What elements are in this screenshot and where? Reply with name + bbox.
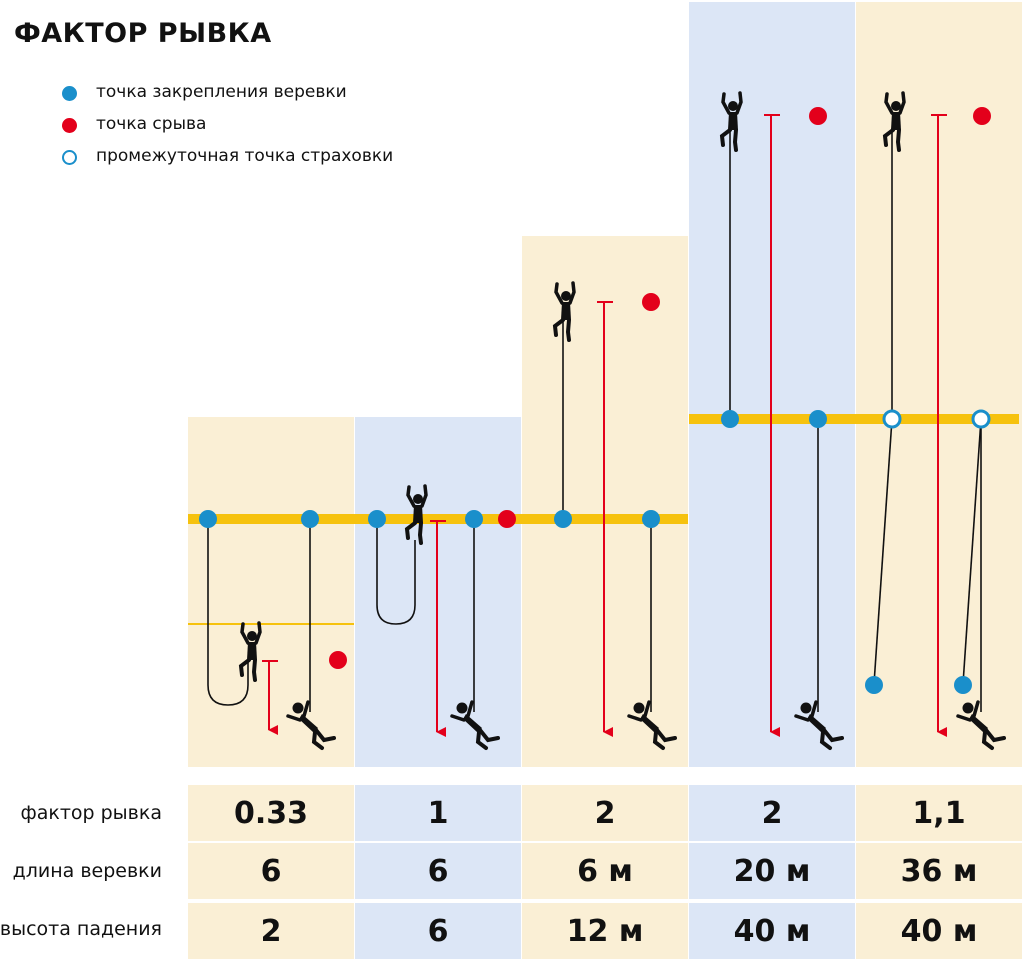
table-cell: 6 — [355, 843, 521, 899]
anchor-point-icon — [721, 410, 739, 428]
fall-point-icon — [809, 107, 827, 125]
fall-point-icon — [642, 293, 660, 311]
table-cell: 0.33 — [188, 785, 354, 841]
table-cell: 2 — [188, 903, 354, 959]
fall-point-icon — [329, 651, 347, 669]
table-cell: 2 — [689, 785, 855, 841]
intermediate-protection-icon — [973, 411, 989, 427]
table-cell: 40 м — [689, 903, 855, 959]
fall-point-icon — [973, 107, 991, 125]
page-title: ФАКТОР РЫВКА — [14, 18, 272, 49]
table-cell: 40 м — [856, 903, 1022, 959]
table-cell: 6 — [188, 843, 354, 899]
table-cell: 20 м — [689, 843, 855, 899]
anchor-point-icon — [809, 410, 827, 428]
row-label-rope-length: длина веревки — [12, 860, 162, 882]
scenario-1-panel — [188, 417, 354, 767]
table-cell: 1 — [355, 785, 521, 841]
anchor-point-icon — [954, 676, 972, 694]
anchor-point-icon — [199, 510, 217, 528]
anchor-point-icon — [465, 510, 483, 528]
intermediate-protection-icon — [884, 411, 900, 427]
table-cell: 12 м — [522, 903, 688, 959]
table-cell: 6 — [355, 903, 521, 959]
legend-label: точка срыва — [96, 114, 207, 134]
table-cell: 6 м — [522, 843, 688, 899]
table-cell: 1,1 — [856, 785, 1022, 841]
legend-label: точка закрепления веревки — [96, 82, 347, 102]
anchor-point-icon — [865, 676, 883, 694]
anchor-point-icon — [368, 510, 386, 528]
row-label-fall-height: высота падения — [0, 918, 162, 940]
table-cell: 2 — [522, 785, 688, 841]
fall-point-icon — [498, 510, 516, 528]
row-label-fall-factor: фактор рывка — [20, 802, 162, 824]
legend-label: промежуточная точка страховки — [96, 146, 394, 166]
table-cell: 36 м — [856, 843, 1022, 899]
anchor-point-icon — [642, 510, 660, 528]
anchor-point-icon — [301, 510, 319, 528]
anchor-point-icon — [554, 510, 572, 528]
